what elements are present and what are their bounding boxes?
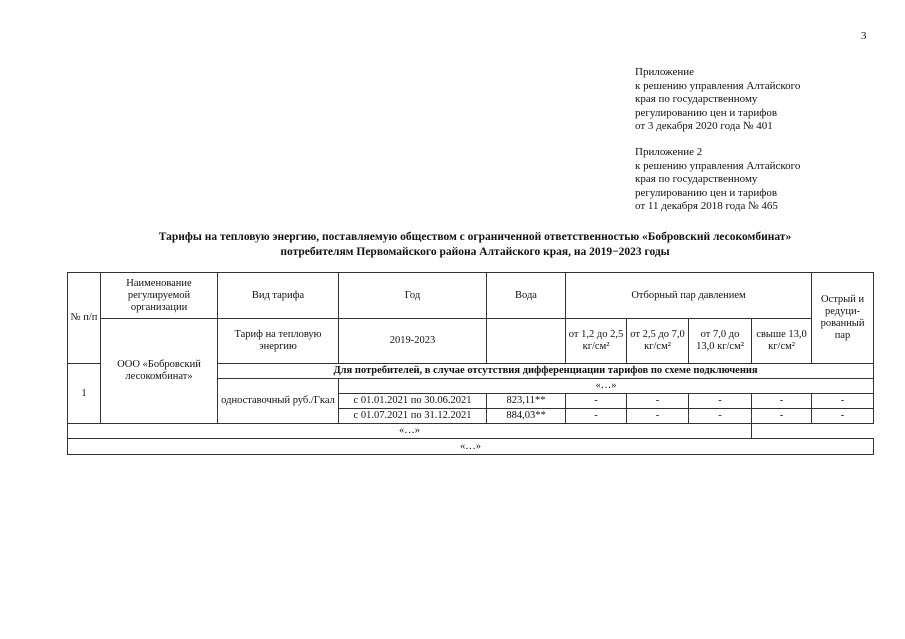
appendix-line: регулированию цен и тарифов <box>635 186 778 199</box>
appendix-line: Приложение <box>635 66 695 78</box>
water-value: 884,03** <box>487 409 566 424</box>
period-cell: с 01.01.2021 по 30.06.2021 <box>339 394 487 409</box>
sharp-steam-value: - <box>812 409 874 424</box>
period-cell: с 01.07.2021 по 31.12.2021 <box>339 409 487 424</box>
table-footer-ellipsis: «…» <box>68 439 874 455</box>
steam-value-2: - <box>627 394 689 409</box>
appendix-note-original <box>635 146 800 214</box>
header-row <box>68 273 874 319</box>
row-number: 1 <box>68 364 101 424</box>
header-org: Наименование регулируемой организации <box>101 273 218 319</box>
appendix-line: края по государственному <box>635 173 758 185</box>
title-line-2: потребителям Первомайского района Алтайского края, на 2019−2023 годы <box>280 246 670 258</box>
tariff-period: 2019-2023 <box>339 319 487 364</box>
appendix-line: Приложение 2 <box>635 146 703 158</box>
steam-value-2: - <box>627 409 689 424</box>
steam-value-3: - <box>689 409 752 424</box>
header-steam: Отборный пар давлением <box>566 273 812 319</box>
appendix-line: регулированию цен и тарифов <box>635 106 778 119</box>
steam-value-4: - <box>752 409 812 424</box>
appendix-note-current <box>635 66 800 134</box>
title-line-1: Тарифы на тепловую энергию, поставляемую обществом с ограниченной ответственностью «Бобровский лесокомбинат» <box>158 231 792 243</box>
ellipsis-cell: «…» <box>68 424 752 439</box>
header-num: № п/п <box>68 273 101 364</box>
appendix-line: края по государственному <box>635 93 758 105</box>
organization-name: ООО «Бобровский лесокомбинат» <box>101 319 218 424</box>
header-sharp-steam: Острый и редуци-рованный пар <box>812 273 874 364</box>
appendix-line: от 11 декабря 2018 года № 465 <box>635 200 778 212</box>
header-water: Вода <box>487 273 566 319</box>
header-year: Год <box>339 273 487 319</box>
section-header: Для потребителей, в случае отсутствия дифференциации тарифов по схеме подключения <box>218 364 874 379</box>
pressure-range-4: свыше 13,0 кг/см² <box>752 319 812 364</box>
subheader-row <box>68 319 874 364</box>
header-tariff-type: Вид тарифа <box>218 273 339 319</box>
steam-value-1: - <box>566 409 627 424</box>
water-value: 823,11** <box>487 394 566 409</box>
tariff-table <box>67 272 874 455</box>
document-title <box>60 230 890 260</box>
steam-value-4: - <box>752 394 812 409</box>
pressure-range-3: от 7,0 до 13,0 кг/см² <box>689 319 752 364</box>
tariff-name: Тариф на тепловую энергию <box>218 319 339 364</box>
appendix-line: к решению управления Алтайского <box>635 79 801 92</box>
steam-value-1: - <box>566 394 627 409</box>
footer-row <box>68 439 874 455</box>
rate-type: одноставочный руб./Гкал <box>218 379 339 424</box>
page-number: 3 <box>861 30 867 42</box>
appendix-line: от 3 декабря 2020 года № 401 <box>635 120 773 132</box>
ellipsis-cell: «…» <box>339 379 874 394</box>
appendix-line: к решению управления Алтайского <box>635 159 801 172</box>
steam-value-3: - <box>689 394 752 409</box>
water-empty-cell <box>487 319 566 364</box>
pressure-range-2: от 2,5 до 7,0 кг/см² <box>627 319 689 364</box>
pressure-range-1: от 1,2 до 2,5 кг/см² <box>566 319 627 364</box>
ellipsis-row <box>68 424 874 439</box>
sharp-steam-value: - <box>812 394 874 409</box>
